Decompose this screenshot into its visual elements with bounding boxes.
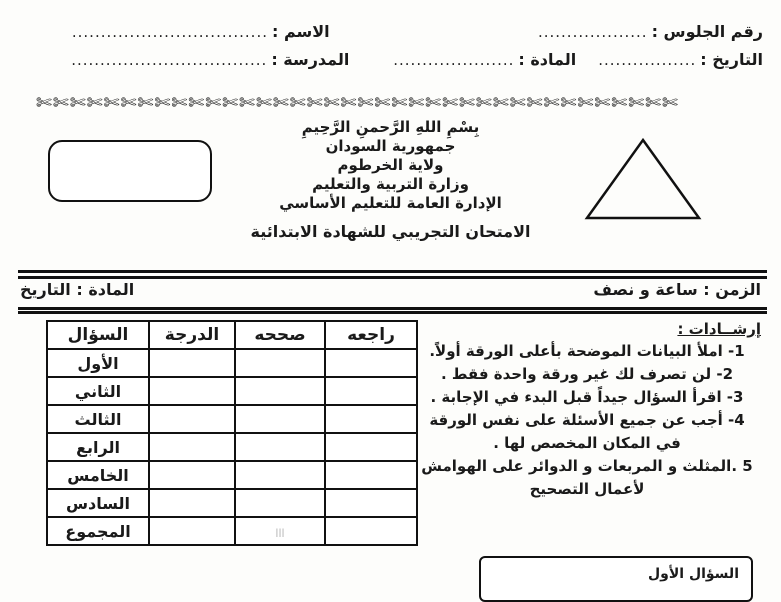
date-label: التاريخ : <box>700 50 763 69</box>
date-dots: ................. <box>598 51 697 69</box>
cell-reviewed[interactable] <box>325 405 417 433</box>
administration-line: الإدارة العامة للتعليم الأساسي <box>279 194 502 212</box>
cell-question: السادس <box>47 489 149 517</box>
cell-degree[interactable] <box>149 349 235 377</box>
divider-top-2 <box>18 276 767 279</box>
list-item: 1- املأ البيانات الموضحة بأعلى الورقة أولاً. <box>429 342 745 360</box>
divider-bottom-2 <box>18 311 767 314</box>
seat-number-dots: ................... <box>537 23 648 41</box>
divider-top-1 <box>18 270 767 273</box>
name-dots: .................................. <box>71 23 268 41</box>
scissors-band-icon: ✄✄✄✄✄✄✄✄✄✄✄✄✄✄✄✄✄✄✄✄✄✄✄✄✄✄✄✄✄✄✄✄✄✄✄✄✄✄ <box>36 92 679 114</box>
list-item: 3- اقرأ السؤال جيداً قبل البدء في الإجابة . <box>430 388 744 406</box>
list-item: في المكان المخصص لها . <box>493 434 681 452</box>
table-row <box>47 433 417 461</box>
instructions-section <box>413 320 761 501</box>
divider-bottom-1 <box>18 307 767 310</box>
cell-degree[interactable] <box>149 489 235 517</box>
exam-subject: المادة : التاريخ <box>20 280 135 299</box>
school-label: المدرسة : <box>271 50 350 69</box>
cell-reviewed[interactable] <box>325 489 417 517</box>
question-one-label: السؤال الأول <box>648 566 739 582</box>
cell-degree[interactable] <box>149 377 235 405</box>
cell-corrected[interactable] <box>235 517 325 545</box>
bismillah-line: بِسْمِ اللهِ الرَّحمنِ الرَّحِيمِ <box>301 118 480 136</box>
state-line: ولاية الخرطوم <box>337 156 444 174</box>
table-row <box>47 517 417 545</box>
exam-time: الزمن : ساعة و نصف <box>593 280 761 299</box>
school-row <box>20 50 763 69</box>
cell-degree[interactable] <box>149 517 235 545</box>
cell-question: الثالث <box>47 405 149 433</box>
seat-number-label: رقم الجلوس : <box>651 22 763 41</box>
cell-corrected[interactable] <box>235 377 325 405</box>
cell-reviewed[interactable] <box>325 461 417 489</box>
country-line: جمهورية السودان <box>325 137 456 155</box>
cell-degree[interactable] <box>149 405 235 433</box>
cell-corrected[interactable] <box>235 405 325 433</box>
cell-corrected[interactable] <box>235 461 325 489</box>
cell-question: المجموع <box>47 517 149 545</box>
cell-reviewed[interactable] <box>325 349 417 377</box>
cell-question: الخامس <box>47 461 149 489</box>
column-header-question: السؤال <box>47 321 149 349</box>
table-row <box>47 461 417 489</box>
name-field[interactable] <box>20 22 330 41</box>
subject-field[interactable] <box>349 50 576 69</box>
list-item: 2- لن تصرف لك غير ورقة واحدة فقط . <box>440 365 734 383</box>
cell-degree[interactable] <box>149 433 235 461</box>
list-item: لأعمال التصحيح <box>529 480 645 498</box>
name-label: الاسم : <box>272 22 330 41</box>
official-heading <box>0 118 781 241</box>
cell-reviewed[interactable] <box>325 517 417 545</box>
table-header-row <box>47 321 417 349</box>
table-row <box>47 349 417 377</box>
cell-corrected[interactable] <box>235 489 325 517</box>
table-row <box>47 377 417 405</box>
subject-time-row <box>20 280 761 299</box>
exam-title: الامتحان التجريبي للشهادة الابتدائية <box>250 222 531 241</box>
cell-question: الرابع <box>47 433 149 461</box>
cell-question: الأول <box>47 349 149 377</box>
list-item: 4- أجب عن جميع الأسئلة على نفس الورقة <box>429 411 745 429</box>
pencil-mark: ااا <box>275 526 285 540</box>
cell-corrected[interactable] <box>235 349 325 377</box>
instructions-title <box>413 320 761 338</box>
instructions-title-text: إرشــادات : <box>677 320 761 338</box>
ministry-line: وزارة التربية والتعليم <box>312 175 469 193</box>
subject-label: المادة : <box>518 50 577 69</box>
table-row <box>47 405 417 433</box>
cell-degree[interactable] <box>149 461 235 489</box>
school-field[interactable] <box>19 50 349 69</box>
column-header-reviewed: راجعه <box>325 321 417 349</box>
student-info-fields <box>20 22 763 78</box>
cell-reviewed[interactable] <box>325 377 417 405</box>
seat-number-field[interactable] <box>483 22 763 41</box>
cell-reviewed[interactable] <box>325 433 417 461</box>
cell-question: الثاني <box>47 377 149 405</box>
column-header-corrected: صححه <box>235 321 325 349</box>
school-dots: .................................. <box>71 51 268 69</box>
cell-corrected[interactable] <box>235 433 325 461</box>
instructions-list <box>413 340 761 501</box>
name-row <box>20 22 763 41</box>
subject-dots: ..................... <box>393 51 515 69</box>
column-header-degree: الدرجة <box>149 321 235 349</box>
date-field[interactable] <box>576 50 763 69</box>
marks-table <box>46 320 418 546</box>
table-row <box>47 489 417 517</box>
list-item: 5 .المثلث و المربعات و الدوائر على الهوامش <box>421 457 753 475</box>
